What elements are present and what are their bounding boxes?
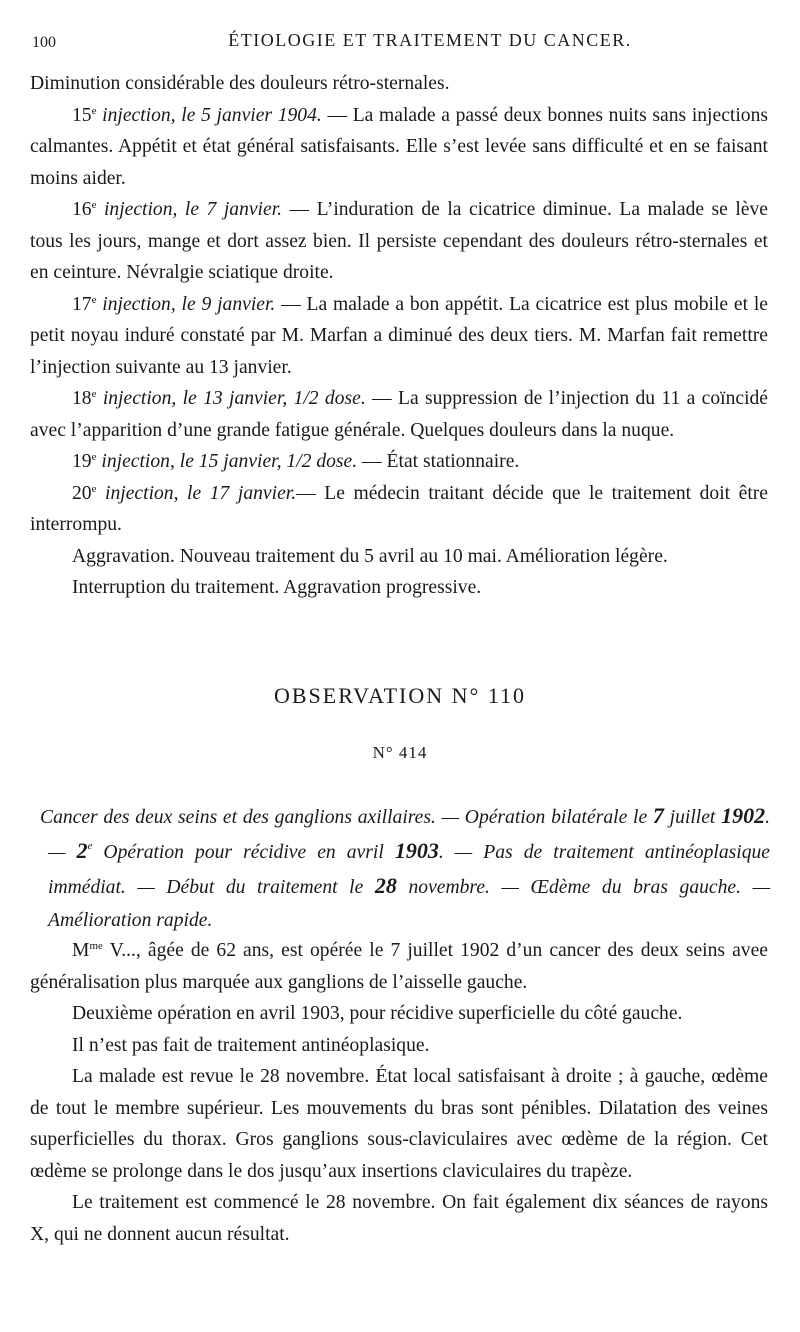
injection-label: injection, le (102, 293, 196, 315)
injection-number: 17 (72, 293, 92, 315)
paragraph-injection-17 (30, 289, 768, 384)
observation-subnumber: N° 414 (372, 743, 428, 762)
injection-text: — La malade a bon appétit. La cicatrice est plus mobile et le petit noyau induré constaté par M. Marfan a diminué des deux tiers. M. Marfan fait remettre l’injection suivante au 13 janvier. (30, 293, 768, 378)
injection-date: 9 janvier. (195, 293, 276, 315)
injection-number: 18 (72, 388, 92, 409)
paragraph-aggravation: Aggravation. Nouveau traitement du 5 avril au 10 mai. Amélioration légère. (72, 545, 668, 567)
summary-number: 1903 (394, 838, 439, 863)
injection-number: 16 (72, 199, 92, 220)
title-sup: me (89, 940, 103, 952)
ordinal-sup: e (91, 104, 97, 117)
summary-number: 28 (374, 873, 397, 898)
summary-text: Cancer des deux seins et des ganglions axillaires. — Opération bilatérale le (40, 807, 653, 828)
paragraph-injection-16 (30, 194, 768, 289)
paragraph-treatment-start: Le traitement est commencé le 28 novembre. On fait également dix séances de rayons X, qui ne donnent aucun résultat. (30, 1192, 768, 1245)
injection-date: 5 janvier 1904. (195, 104, 322, 126)
paragraph-injection-18 (30, 383, 768, 446)
ordinal-sup: e (91, 451, 97, 463)
injection-date: 7 janvier. (199, 199, 283, 220)
injection-text: — La suppression de l’injection du 11 a coïncidé avec l’apparition d’une grande fatigue générale. Quelques douleurs dans la nuque. (30, 388, 769, 441)
injection-label: injection, le (102, 388, 197, 409)
paragraph-diminution: Diminution considérable des douleurs rétro-sternales. (30, 73, 450, 94)
paragraph-text: V..., âgée de 62 ans, est opérée le 7 juillet 1902 d’un cancer des deux seins avee généralisation plus marquée aux ganglions de l’aisselle gauche. (30, 940, 768, 993)
paragraph-injection-15 (30, 100, 768, 195)
injection-text: — État stationnaire. (357, 451, 520, 472)
summary-text: . — Pas de traitement antinéoplasique immédiat. — Début du traitement le (48, 842, 771, 898)
observation-summary (40, 799, 770, 937)
title-abbrev: M (72, 940, 90, 961)
case-body (30, 935, 768, 1250)
ordinal-sup: e (91, 293, 97, 306)
case-continuation (30, 68, 768, 604)
running-header (30, 30, 770, 58)
injection-text: — Le médecin traitant décide que le traitement doit être interrompu. (30, 482, 768, 535)
paragraph-no-treatment: Il n’est pas fait de traitement antinéoplasique. (72, 1034, 430, 1056)
summary-text: novembre. — Œdème du bras gauche. — Amélioration rapide. (48, 877, 771, 931)
paragraph-review: La malade est revue le 28 novembre. État local satisfaisant à droite ; à gauche, œdème de tout le membre supérieur. Les mouvements du bras sont pénibles. Dilatation des veines superficielles du thorax. Gros ganglions sous-claviculaires avec œdème de la région. Cet œdème se prolonge dans le dos jusqu’aux insertions claviculaires du trapèze. (30, 1066, 768, 1182)
ordinal-sup: e (87, 840, 93, 852)
summary-text: Opération pour récidive en avril (92, 842, 395, 863)
ordinal-sup: e (91, 482, 97, 495)
ordinal-sup: e (91, 388, 97, 400)
injection-text: — La malade a passé deux bonnes nuits sans injections calmantes. Appétit et état général satisfaisants. Elle s’est levée sans difficulté et en se faisant moins aider. (30, 104, 769, 189)
injection-label: injection, le (102, 104, 196, 126)
summary-text: juillet (663, 807, 722, 828)
observation-title: OBSERVATION N° 110 (273, 683, 527, 708)
injection-label: injection, le (101, 451, 194, 472)
injection-number: 15 (72, 104, 92, 126)
summary-number: 7 (652, 803, 664, 828)
paragraph-injection-19 (30, 446, 768, 478)
running-title: ÉTIOLOGIE ET TRAITEMENT DU CANCER. (228, 30, 632, 50)
summary-number: 1902 (721, 803, 766, 828)
injection-label: injection, le (105, 482, 202, 504)
summary-number: 2 (76, 838, 88, 863)
injection-date: 17 janvier. (201, 482, 297, 504)
page-number: 100 (32, 34, 56, 51)
injection-date: 15 janvier, 1/2 dose. (193, 451, 358, 472)
injection-number: 19 (72, 451, 92, 472)
paragraph-injection-20 (30, 478, 768, 541)
injection-label: injection, le (103, 199, 200, 220)
ordinal-sup: e (91, 199, 97, 211)
summary-text: . — (48, 807, 770, 863)
paragraph-patient-intro (30, 935, 768, 998)
injection-date: 13 janvier, 1/2 dose. (196, 388, 366, 409)
paragraph-interruption: Interruption du traitement. Aggravation progressive. (72, 577, 482, 598)
injection-text: — L’induration de la cicatrice diminue. La malade se lève tous les jours, mange et dort assez bien. Il persiste cependant des douleurs rétro-sternales et en ceinture. Névralgie sciatique droite. (30, 199, 768, 283)
paragraph-second-operation: Deuxième opération en avril 1903, pour récidive superficielle du côté gauche. (72, 1003, 683, 1024)
injection-number: 20 (72, 482, 92, 504)
